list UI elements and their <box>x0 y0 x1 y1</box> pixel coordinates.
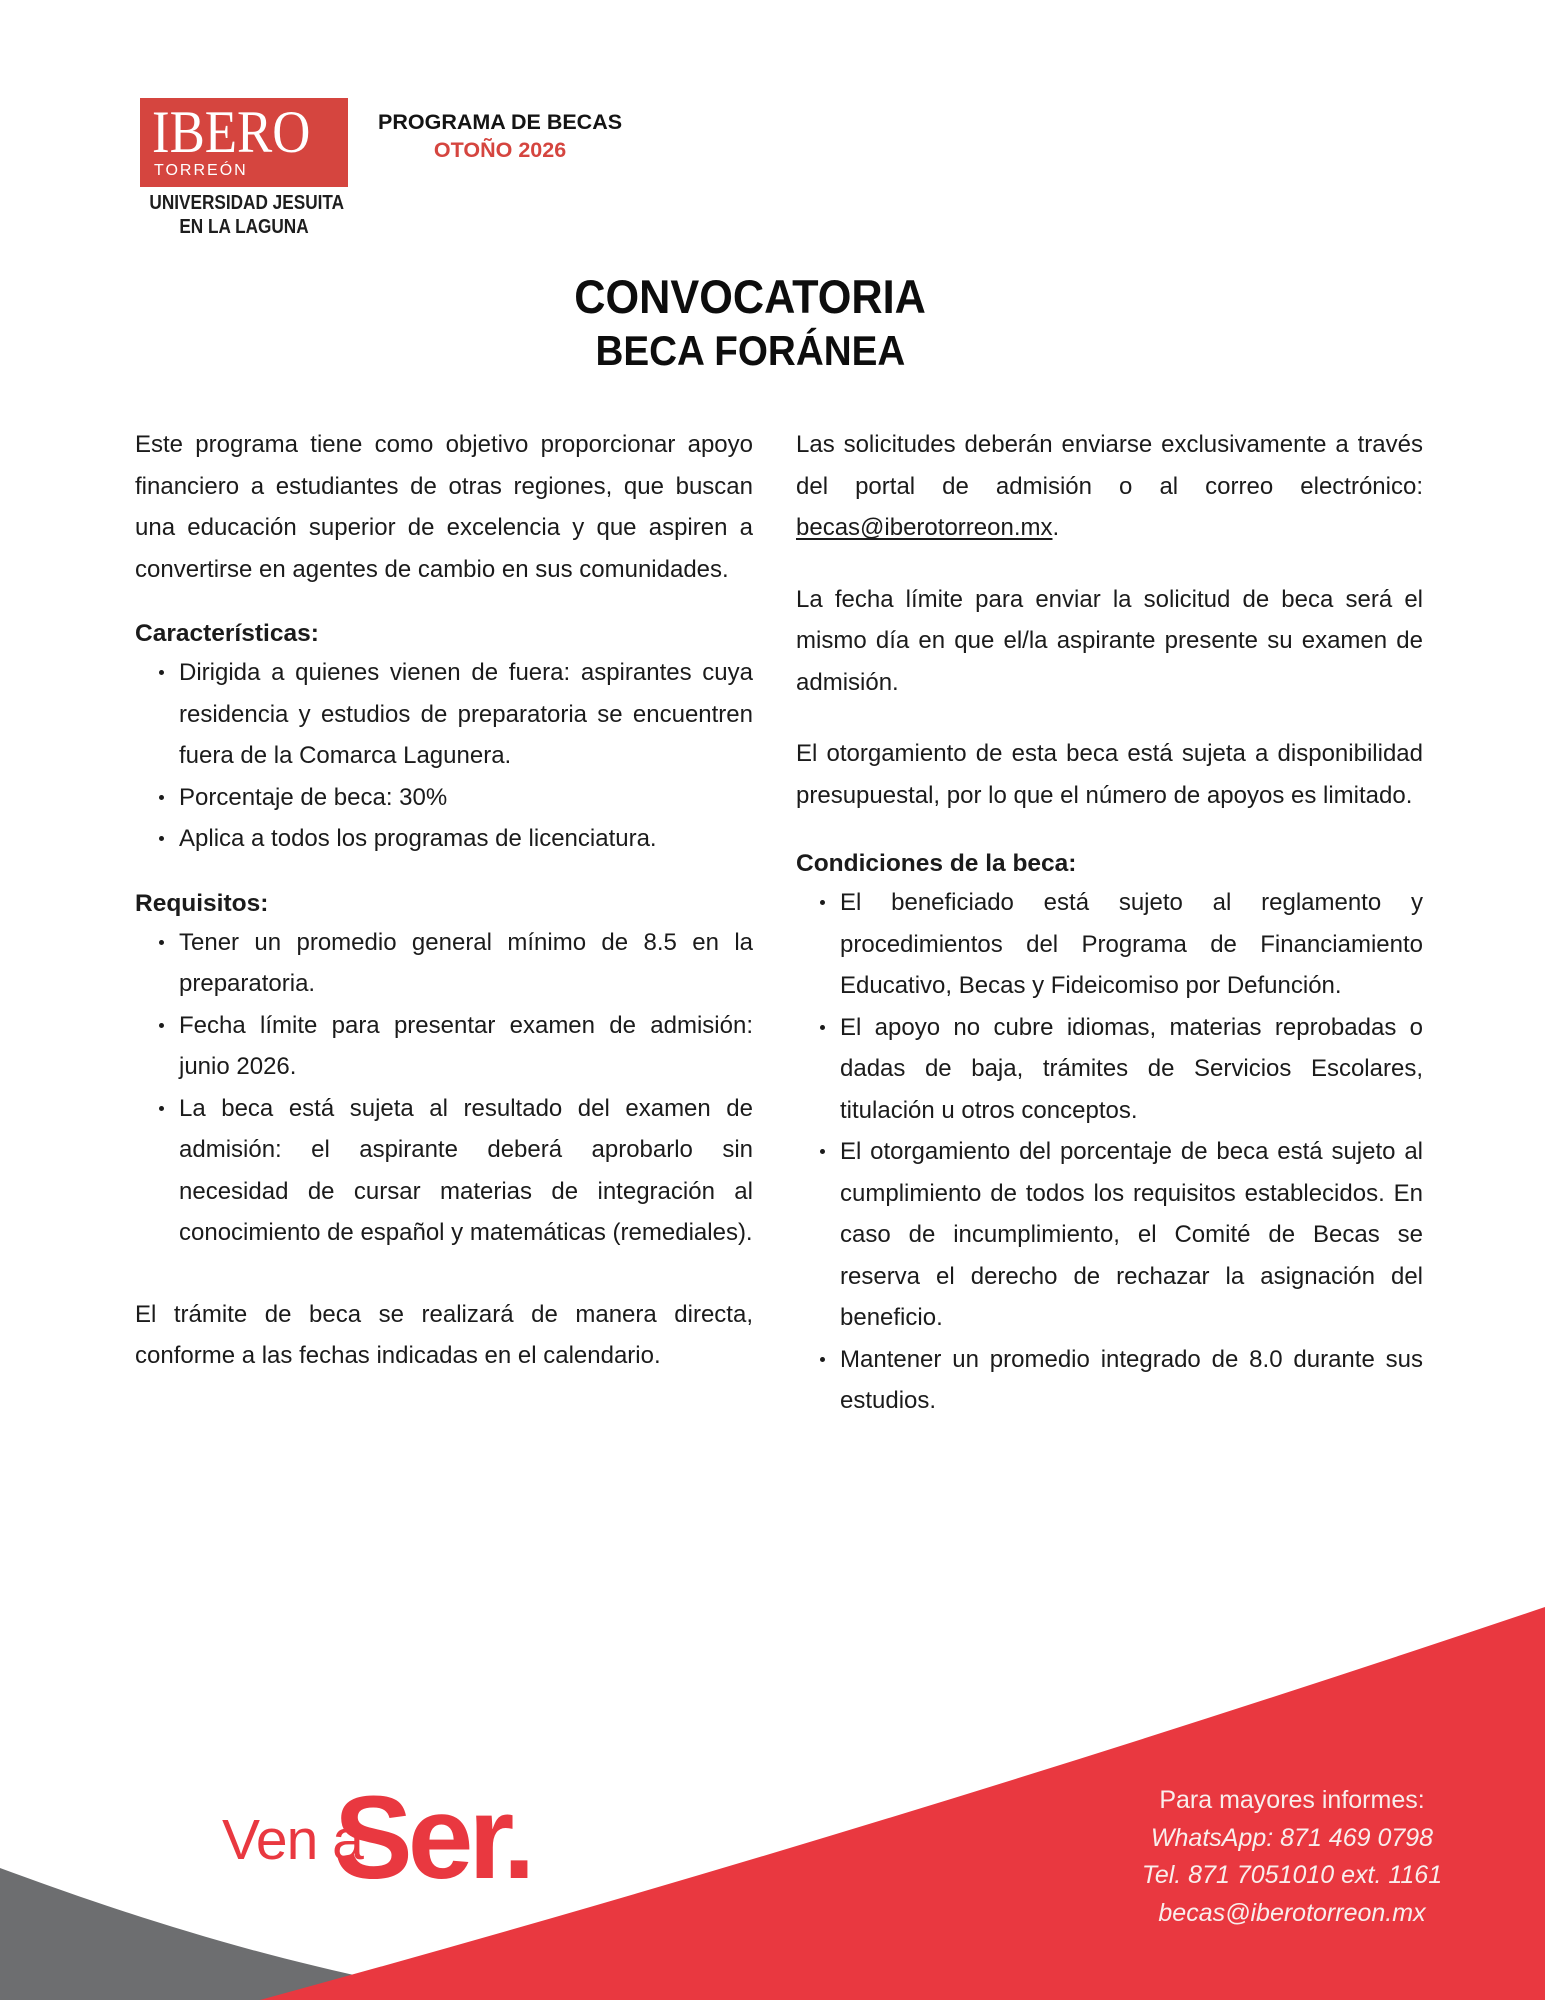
section-heading-condiciones: Condiciones de la beca: <box>796 850 1077 877</box>
university-tagline-line2: EN LA LAGUNA <box>179 216 309 238</box>
deadline-paragraph: La fecha límite para enviar la solicitud de beca será el mismo día en que el/la aspirante presente su examen de admisión. <box>796 585 1423 696</box>
document-title-block <box>0 272 1500 374</box>
applications-text: Las solicitudes deberán enviarse exclusivamente a través del portal de admisión o al correo electrónico: <box>796 431 1423 500</box>
left-column <box>135 424 753 1377</box>
list-item: Dirigida a quienes vienen de fuera: aspirantes cuya residencia y estudios de preparatoria se encuentren fuera de la Comarca Lagunera. <box>135 652 753 777</box>
availability-paragraph: El otorgamiento de esta beca está sujeta a disponibilidad presupuestal, por lo que el número de apoyos es limitado. <box>796 740 1423 809</box>
list-item: El apoyo no cubre idiomas, materias reprobadas o dadas de baja, trámites de Servicios Escolares, titulación u otros conceptos. <box>796 1007 1423 1132</box>
email-link[interactable]: becas@iberotorreon.mx <box>796 514 1053 541</box>
ibero-logo-wordmark: IBERO <box>152 99 311 165</box>
contact-whatsapp: WhatsApp: 871 469 0798 <box>1150 1823 1434 1852</box>
closing-paragraph: El trámite de beca se realizará de manera directa, conforme a las fechas indicadas en el calendario. <box>135 1300 753 1369</box>
footer-contact-block <box>1092 1782 1492 1932</box>
caracteristicas-list <box>135 652 753 860</box>
applications-text-end: . <box>1052 514 1060 541</box>
list-item: Fecha límite para presentar examen de admisión: junio 2026. <box>135 1005 753 1088</box>
university-tagline <box>149 191 345 239</box>
university-tagline-line1: UNIVERSIDAD JESUITA <box>149 192 345 214</box>
program-term: OTOÑO 2026 <box>433 138 567 162</box>
slogan-prefix: Ven a <box>222 1808 363 1872</box>
list-item: Mantener un promedio integrado de 8.0 durante sus estudios. <box>796 1339 1423 1422</box>
ibero-logo <box>140 98 348 187</box>
applications-paragraph <box>796 424 1423 549</box>
section-heading-caracteristicas: Características: <box>135 620 319 647</box>
list-item: La beca está sujeta al resultado del examen de admisión: el aspirante deberá aprobarlo sin necesidad de cursar materias de integración al conocimiento de español y matemáticas (remediales). <box>135 1088 753 1254</box>
page-subtitle: BECA FORÁNEA <box>595 327 905 374</box>
page-title: CONVOCATORIA <box>574 270 926 323</box>
condiciones-list <box>796 882 1423 1422</box>
list-item: El otorgamiento del porcentaje de beca está sujeto al cumplimiento de todos los requisitos establecidos. En caso de incumplimiento, el Comité de Becas se reserva el derecho de rechazar la asignación del beneficio. <box>796 1131 1423 1339</box>
requisitos-list <box>135 922 753 1254</box>
footer-graphic <box>0 1560 1545 2000</box>
ibero-logo-city: TORREÓN <box>154 162 248 179</box>
slogan-word: Ser. <box>334 1772 531 1904</box>
intro-paragraph: Este programa tiene como objetivo proporcionar apoyo financiero a estudiantes de otras regiones, que buscan una educación superior de excelencia y que aspiren a convertirse en agentes de cambio en sus comunidades. <box>135 431 753 583</box>
program-label: PROGRAMA DE BECAS <box>378 110 623 134</box>
contact-heading: Para mayores informes: <box>1159 1786 1425 1814</box>
list-item: Aplica a todos los programas de licenciatura. <box>135 818 753 860</box>
program-header <box>378 108 622 164</box>
list-item: El beneficiado está sujeto al reglamento y procedimientos del Programa de Financiamiento Educativo, Becas y Fideicomiso por Defunción. <box>796 882 1423 1007</box>
section-heading-requisitos: Requisitos: <box>135 889 269 917</box>
contact-email: becas@iberotorreon.mx <box>1158 1898 1426 1927</box>
right-column <box>796 424 1423 1422</box>
contact-phone: Tel. 871 7051010 ext. 1161 <box>1141 1861 1443 1889</box>
list-item: Porcentaje de beca: 30% <box>135 777 753 819</box>
list-item: Tener un promedio general mínimo de 8.5 en la preparatoria. <box>135 922 753 1005</box>
